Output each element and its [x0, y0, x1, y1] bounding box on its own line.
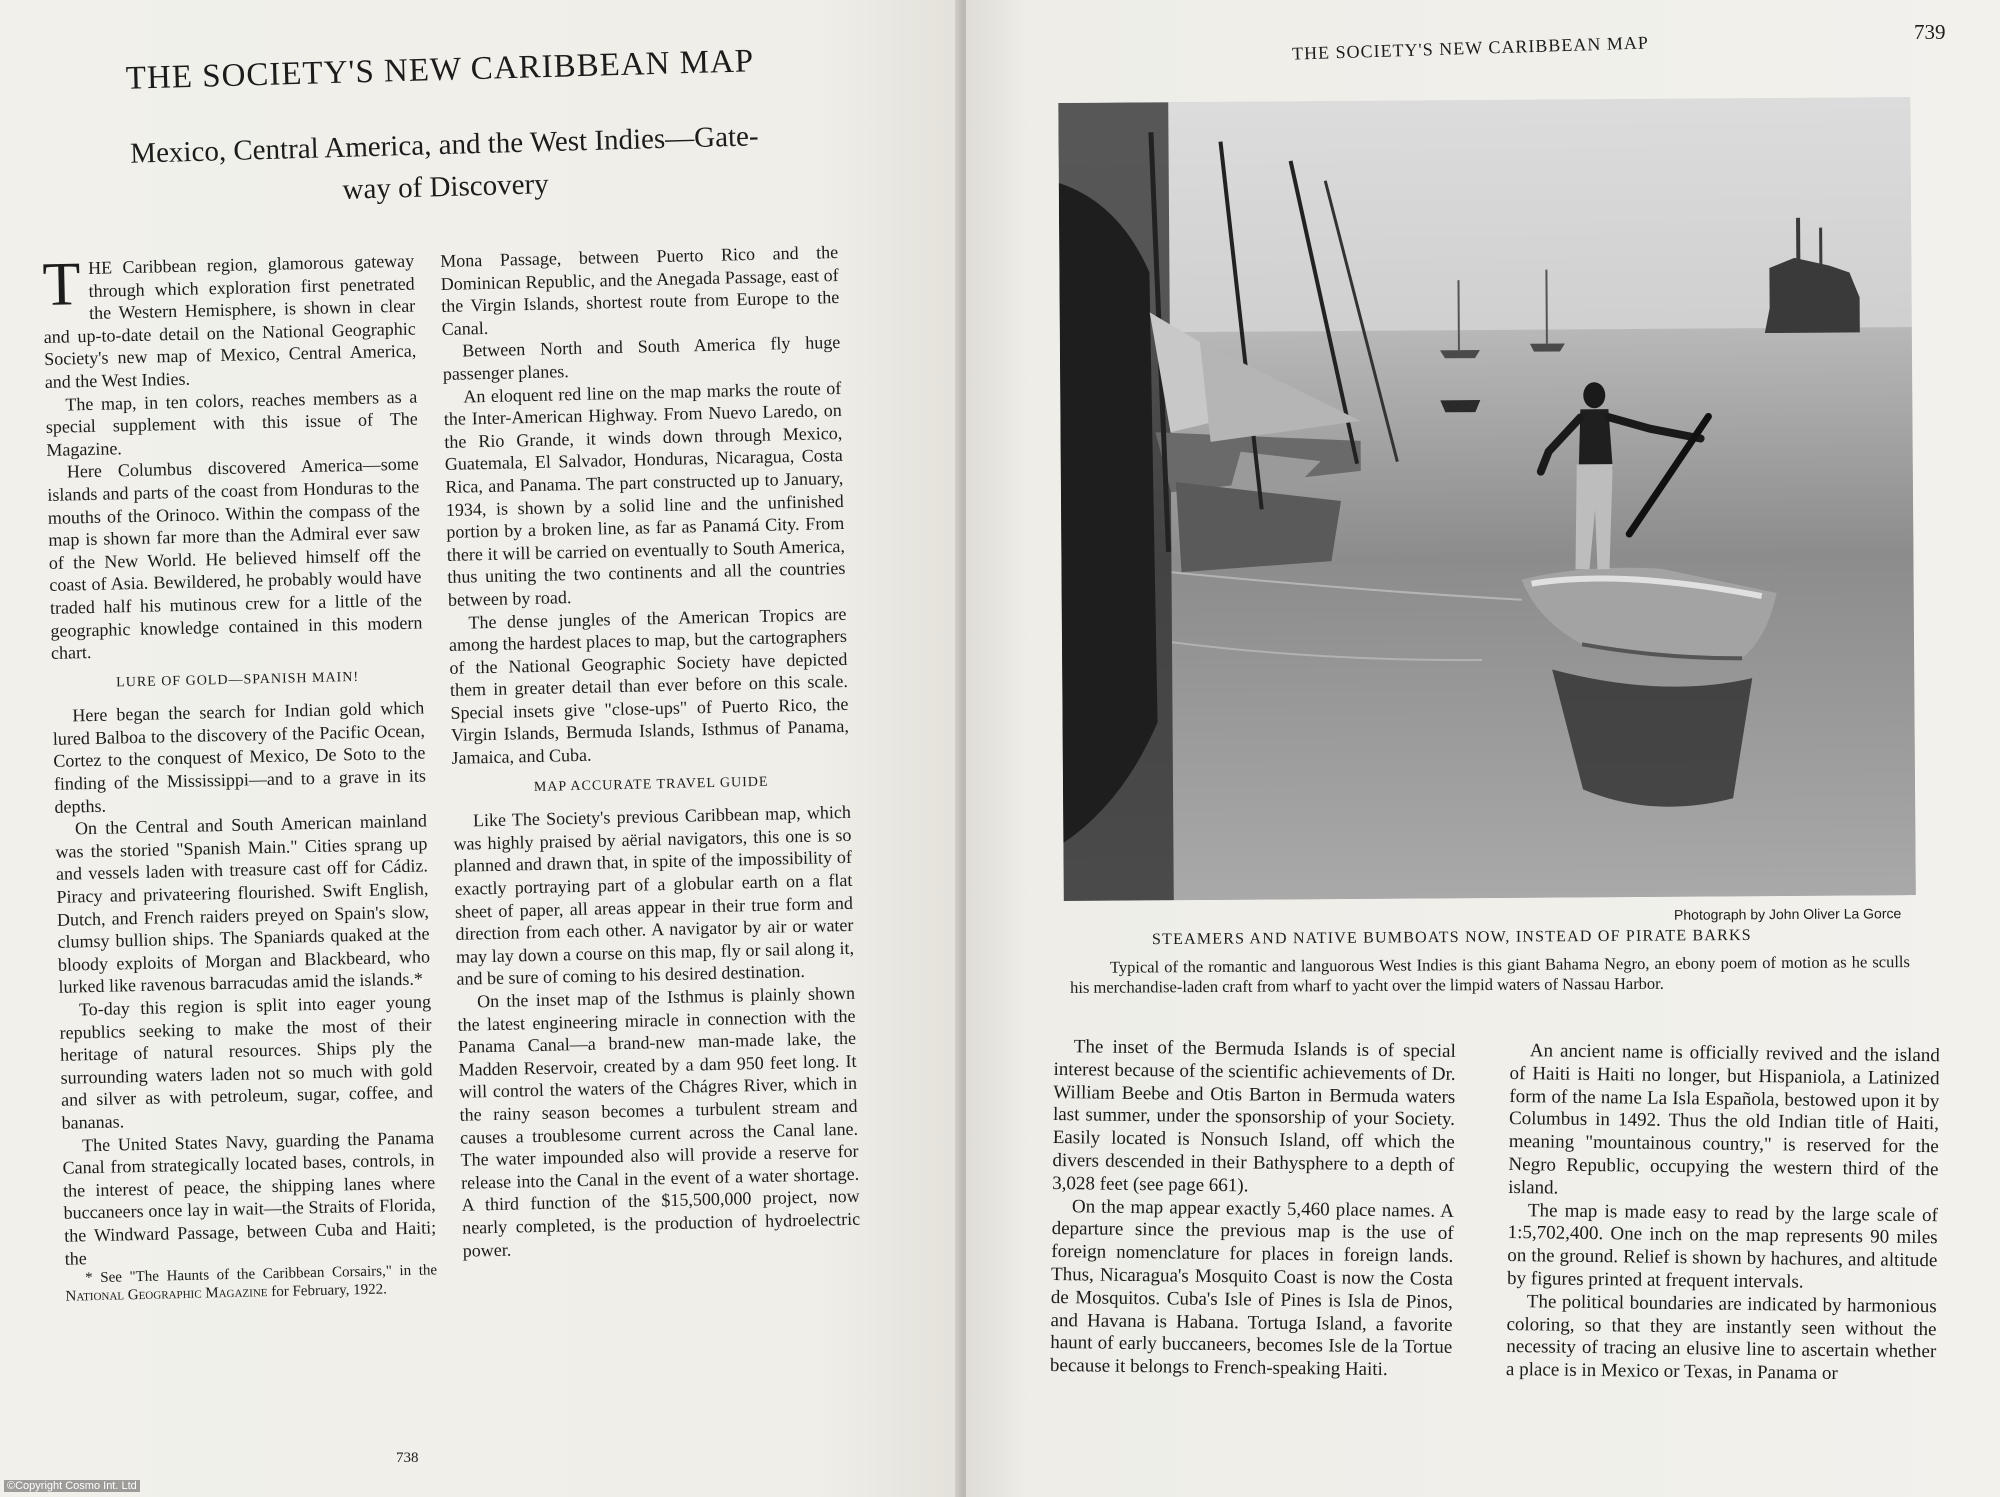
right-column-1 [1050, 1036, 1456, 1383]
right-column-2 [1506, 1040, 1940, 1387]
subtitle-line-2: way of Discovery [342, 168, 550, 206]
paragraph: Between North and South America fly huge passenger planes. [442, 332, 841, 384]
left-column-1 [42, 250, 438, 1306]
paragraph-text: HE Caribbean region, glamorous gateway through which exploration first penetrated the Western Hemisphere, is shown in clear and up-to-date detail on the National Geographic Society's new map of Mexico, Central America, and the West Indies. [43, 250, 417, 392]
paragraph: Mona Passage, between Puerto Rico and the Dominican Republic, and the Anegada Passage, east of the Virgin Islands, shortest route from Europe to the Canal. [440, 241, 840, 339]
paragraph: The map is made easy to read by the large scale of 1:5,702,400. One inch on the map represents 90 miles on the ground. Relief is shown by hachures, and altitude by figures printed at frequent intervals. [1506, 1199, 1939, 1293]
left-column-2 [440, 241, 861, 1262]
footnote-text: for February, 1922. [267, 1281, 388, 1301]
paragraph: The map, in ten colors, reaches members as a special supplement with this issue of The Magazine. [45, 386, 418, 460]
paragraph: Here Columbus discovered America—some islands and parts of the coast from Honduras to the mouths of the Orinoco. Within the compass of the map is shown far more than the Admiral ever saw of the New World. He believed himself off the coast of Asia. Bewildered, he probably would have traded half his mutinous crew for a little of the geographic knowledge contained in this modern chart. [47, 453, 423, 663]
harbor-photo-illustration [1058, 97, 1916, 901]
paragraph: Here began the search for Indian gold which lured Balboa to the discovery of the Pacific Ocean, Cortez to the conquest of Mexico, De Soto to the finding of the Mississippi—and to a grave in its depths. [52, 697, 427, 817]
page-number-right: 739 [1914, 20, 1946, 44]
left-page [0, 0, 962, 1497]
paragraph: The inset of the Bermuda Islands is of special interest because of the scientific achievements of Dr. William Beebe and Otis Barton in Bermuda waters last summer, under the sponsorship of your Society. Easily located is Nonsuch Island, off which the divers descended in their Bathysphere to a depth of 3,028 feet (see page 661). [1052, 1036, 1456, 1197]
footnote-magazine: National Geographic Magazine [65, 1284, 268, 1305]
photo-caption: Typical of the romantic and languorous West Indies is this giant Bahama Negro, an ebony poem of motion as he sculls his merchandise-laden craft from wharf to yacht over the limpid waters of Nassau Harbor. [1070, 952, 1910, 997]
paragraph: An eloquent red line on the map marks the route of the Inter-American Highway. From Nuevo Laredo, on the Rio Grande, it winds down through Mexico, Guatemala, El Salvador, Honduras, Nicaragua, Costa Rica, and Panama. The part constructed up to January, 1934, is shown by a solid line and the unfinished portion by a broken line, as far as Panamá City. From there it will be carried on eventually to South America, thus uniting the two continents and all the countries between by road. [443, 377, 846, 610]
paragraph: Like The Society's previous Caribbean map, which was highly praised by aërial navigators, this one is so planned and drawn that, in spite of the impossibility of exactly portraying part of a globular earth on a flat sheet of paper, all areas appear in their true form and direction from each other. A navigator by air or water may lay down a course on this map, fly or sail along it, and be sure of coming to his desired destination. [453, 802, 855, 990]
right-page [966, 0, 2000, 1497]
drop-cap: T [41, 250, 82, 319]
paragraph: On the map appear exactly 5,460 place names. A departure since the previous map is the use of foreign nomenclature for places in foreign lands. Thus, Nicaragua's Mosquito Coast is now the Costa de Mosquitos. Cuba's Isle of Pines is Isla de Pinos, and Havana is Habana. Tortuga Island, a favorite haunt of early buccaneers, becomes Isle de la Tortue because it belongs to French-speaking Haiti. [1049, 1195, 1455, 1381]
paragraph: On the Central and South American mainland was the storied "Spanish Main." Cities sprang up and vessels laden with treasure cast off for Cádiz. Piracy and privateering flourished. Swift English, Dutch, and French raiders preyed on Spain's slow, clumsy bullion ships. The Spaniards quaked at the bloody exploits of Morgan and Blackbeard, who lurked like ravenous barracudas amid the islands.* [55, 810, 431, 998]
paragraph: The United States Navy, guarding the Panama Canal from strategically located bases, controls, in the interest of peace, the shipping lanes where buccaneers once lay in wait—the Straits of Florida, the Windward Passage, between Cuba and Haiti; the [62, 1126, 437, 1269]
section-heading: LURE OF GOLD—SPANISH MAIN! [116, 669, 360, 691]
subtitle-line-1: Mexico, Central America, and the West Indies—Gate- [129, 120, 759, 170]
section-heading: MAP ACCURATE TRAVEL GUIDE [533, 774, 769, 795]
paragraph: The political boundaries are indicated by harmonious coloring, so that they are instantly seen without the necessity of tracing an elusive line to ascertain whether a place is in Mexico or Texas, in Panama or [1505, 1290, 1937, 1385]
footnote-text: * See "The Haunts of the Caribbean Corsairs," in the [84, 1262, 438, 1287]
paragraph: On the inset map of the Isthmus is plainly shown the latest engineering miracle in connection with the Panama Canal—a brand-new man-made lake, the Madden Reservoir, created by a dam 950 feet long. It will control the waters of the Chágres River, which in the rainy season becomes a turbulent stream and causes a troublesome current across the Canal lane. The water impounded also will provide a reserve for release into the Canal in the event of a water shortage. A third function of the $15,500,000 project, now nearly completed, is the production of hydroelectric power. [457, 982, 861, 1261]
article-subtitle [59, 113, 831, 218]
article-title: THE SOCIETY'S NEW CARIBBEAN MAP [125, 43, 755, 97]
page-number-left: 738 [396, 1450, 419, 1466]
running-head: THE SOCIETY'S NEW CARIBBEAN MAP [1291, 32, 1650, 64]
photo-credit: Photograph by John Oliver La Gorce [1673, 905, 1902, 923]
paragraph: An ancient name is officially revived and the island of Haiti is Haiti no longer, but Hispaniola, a Latinized form of the name La Isla Española, bestowed upon it by Columbus in 1492. Thus the old Indian title of Haiti, meaning "mountainous country," is reserved for the Negro Republic, occupying the western third of the island. [1508, 1040, 1940, 1199]
paragraph: The dense jungles of the American Tropics are among the hardest places to map, but the cartographers of the National Geographic Society have depicted them in greater detail than ever before on this scale. Special insets give "close-ups" of Puerto Rico, the Virgin Islands, Bermuda Islands, Isthmus of Panama, Jamaica, and Cuba. [448, 603, 850, 768]
harbor-photograph [1058, 97, 1916, 901]
copyright-watermark: ©Copyright Cosmo Int. Ltd [4, 1480, 140, 1492]
footnote [65, 1261, 438, 1305]
caption-heading: STEAMERS AND NATIVE BUMBOATS NOW, INSTEAD OF PIRATE BARKS [1151, 926, 1752, 949]
paragraph [42, 250, 417, 394]
paragraph: To-day this region is split into eager young republics seeking to make the most of their heritage of natural resources. Ships ply the surrounding waters laden not so much with gold and silver as with petroleum, sugar, coffee, and bananas. [59, 991, 434, 1133]
